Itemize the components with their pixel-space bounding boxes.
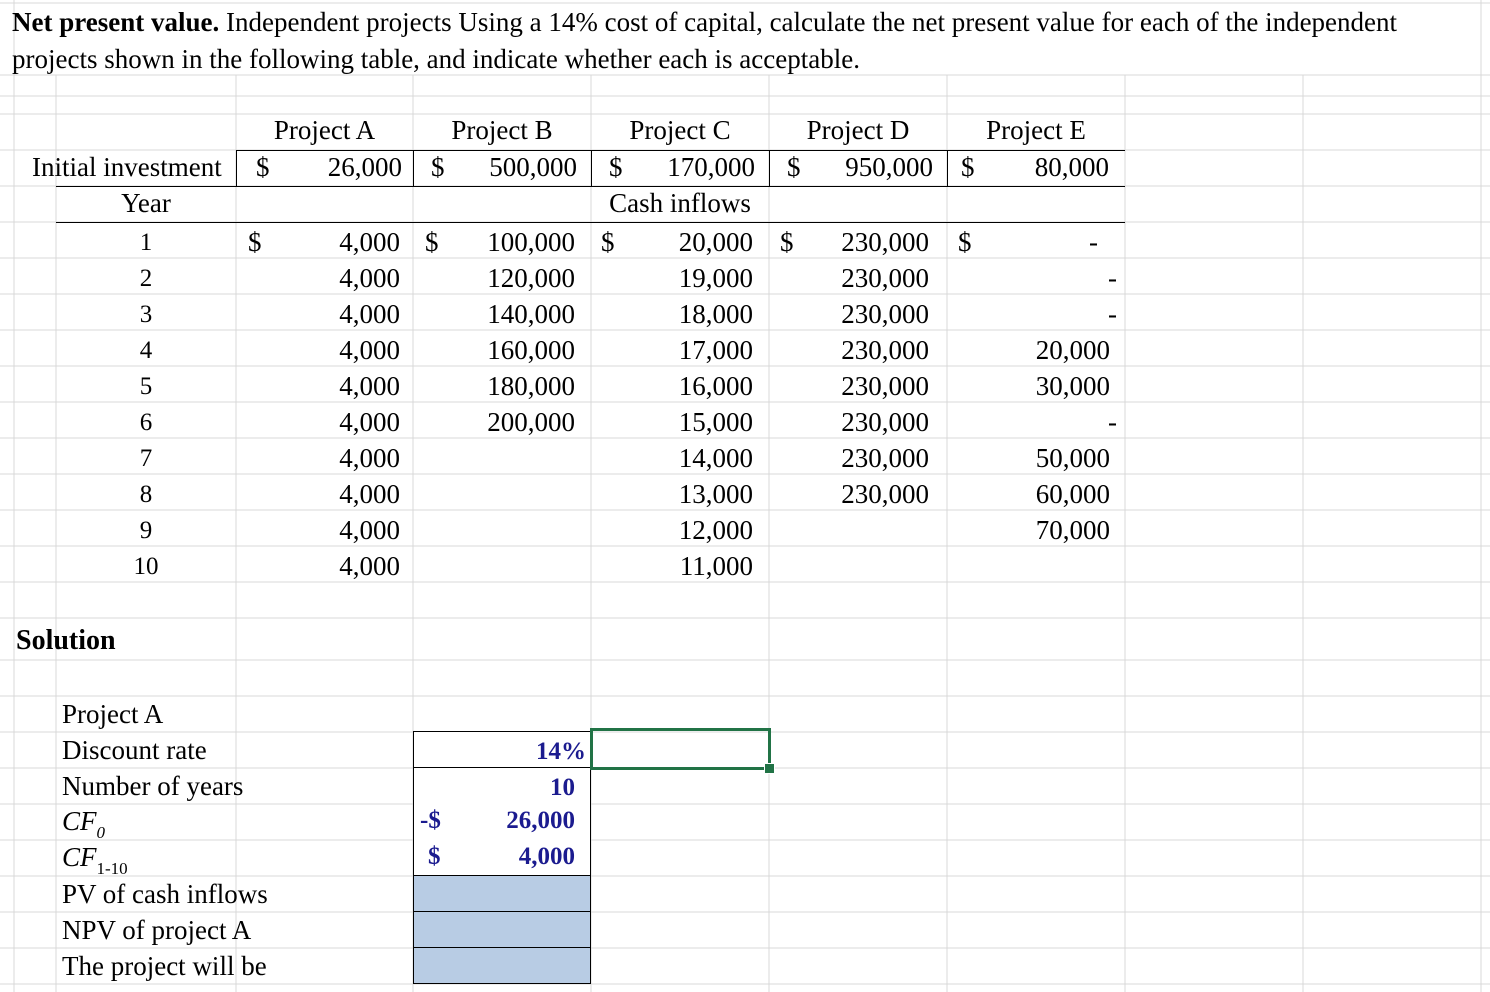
header-project-a: Project A — [273, 115, 376, 145]
discount-rate-cell[interactable] — [413, 731, 591, 768]
fill-handle[interactable] — [764, 763, 775, 774]
flow-b-cell: 180,000 — [487, 371, 575, 401]
problem-text: Independent projects Using a 14% cost of capital, calculate the net present value for each of the independent projects shown in the following table, and indicate whether each is acceptable. — [12, 7, 1398, 74]
year-cell: 7 — [139, 445, 153, 472]
npv-label: NPV of project A — [62, 915, 252, 945]
problem-title: Net present value. — [12, 7, 220, 37]
flow-a-cell: 4,000 — [339, 479, 400, 509]
flow-d-cell: 230,000 — [841, 407, 929, 437]
pv-inflows-answer-cell[interactable] — [413, 875, 591, 912]
flow-b-cell: 160,000 — [487, 335, 575, 365]
year-cell: 2 — [139, 265, 153, 292]
flow-d-cell: 230,000 — [841, 371, 929, 401]
year-label: Year — [121, 188, 171, 218]
cf1-10-value: 4,000 — [518, 843, 575, 870]
flow-c-cell: 16,000 — [678, 371, 753, 401]
cf0-prefix: -$ — [420, 807, 441, 834]
year-underline — [56, 222, 1125, 223]
flow-c-cell: 18,000 — [678, 299, 753, 329]
number-of-years-label: Number of years — [62, 771, 244, 801]
project-will-be-label: The project will be — [62, 951, 267, 981]
flow-a-cell: 4,000 — [339, 407, 400, 437]
project-decision-answer-cell[interactable] — [413, 947, 591, 984]
flow-c-cell: 15,000 — [678, 407, 753, 437]
flow-e-cell: - — [1089, 227, 1098, 257]
initial-divider-b — [413, 150, 414, 186]
flow-e-cell: - — [1108, 407, 1117, 437]
flow-c-cell: 14,000 — [678, 443, 753, 473]
initial-currency-b: $ — [431, 152, 445, 182]
initial-underline — [56, 186, 1125, 187]
solution-heading: Solution — [16, 625, 116, 656]
flow-b-cell: 120,000 — [487, 263, 575, 293]
flow-a-cell: 4,000 — [339, 371, 400, 401]
number-of-years-cell[interactable] — [413, 767, 591, 804]
flow-d-cell: 230,000 — [841, 263, 929, 293]
flow-a-cell: 4,000 — [339, 299, 400, 329]
header-underline — [236, 150, 1125, 151]
year-cell: 3 — [139, 301, 153, 328]
flow-b-cell: 140,000 — [487, 299, 575, 329]
year1-currency-d: $ — [780, 227, 794, 257]
initial-d: 950,000 — [845, 152, 933, 182]
solution-project-label: Project A — [62, 699, 164, 729]
flow-e-cell: - — [1108, 299, 1117, 329]
cf0-label: $CF_0$ — [62, 806, 106, 842]
flow-c-cell: 17,000 — [678, 335, 753, 365]
initial-divider-a — [236, 150, 237, 186]
flow-d-cell: 230,000 — [841, 479, 929, 509]
year1-currency-e: $ — [958, 227, 972, 257]
cash-inflows-label: Cash inflows — [609, 188, 751, 218]
flow-c-cell: 13,000 — [678, 479, 753, 509]
year-cell: 4 — [139, 337, 153, 364]
flow-a-cell: 4,000 — [339, 335, 400, 365]
flow-b-cell: 100,000 — [487, 227, 575, 257]
year-cell: 5 — [139, 373, 153, 400]
number-of-years-value: 10 — [550, 774, 575, 801]
discount-rate-value: 14% — [536, 738, 586, 765]
flow-a-cell: 4,000 — [339, 515, 400, 545]
flow-b-cell: 200,000 — [487, 407, 575, 437]
header-project-c: Project C — [629, 115, 731, 145]
flow-a-cell: 4,000 — [339, 443, 400, 473]
initial-a: 26,000 — [327, 152, 402, 182]
initial-b: 500,000 — [489, 152, 577, 182]
initial-e: 80,000 — [1034, 152, 1109, 182]
year-cell: 9 — [139, 517, 153, 544]
initial-investment-label: Initial investment — [32, 152, 222, 182]
flow-e-cell: - — [1108, 263, 1117, 293]
flow-e-cell: 50,000 — [1035, 443, 1110, 473]
flow-d-cell: 230,000 — [841, 443, 929, 473]
flow-c-cell: 19,000 — [678, 263, 753, 293]
discount-rate-label: Discount rate — [62, 735, 207, 765]
initial-currency-c: $ — [609, 152, 623, 182]
header-project-e: Project E — [986, 115, 1086, 145]
flow-a-cell: 4,000 — [339, 263, 400, 293]
initial-currency-e: $ — [961, 152, 975, 182]
year-cell: 6 — [139, 409, 153, 436]
initial-divider-d — [769, 150, 770, 186]
flow-a-cell: 4,000 — [339, 227, 400, 257]
initial-currency-a: $ — [256, 152, 270, 182]
problem-statement — [12, 4, 1480, 78]
active-cell-selection[interactable] — [590, 728, 771, 770]
flow-a-cell: 4,000 — [339, 551, 400, 581]
cf1-10-prefix: $ — [428, 843, 441, 870]
year-cell: 1 — [139, 229, 153, 256]
year1-currency-c: $ — [601, 227, 615, 257]
initial-currency-d: $ — [787, 152, 801, 182]
flow-d-cell: 230,000 — [841, 335, 929, 365]
pv-inflows-label: PV of cash inflows — [62, 879, 268, 909]
flow-e-cell: 60,000 — [1035, 479, 1110, 509]
flow-e-cell: 20,000 — [1035, 335, 1110, 365]
flow-d-cell: 230,000 — [841, 227, 929, 257]
cf0-cell[interactable] — [413, 803, 591, 840]
year1-currency-a: $ — [248, 227, 262, 257]
year1-currency-b: $ — [425, 227, 439, 257]
flow-e-cell: 30,000 — [1035, 371, 1110, 401]
initial-divider-e — [947, 150, 948, 186]
cf1-10-label: $CF_{1-10}$ — [62, 842, 128, 878]
header-project-d: Project D — [806, 115, 910, 145]
header-project-b: Project B — [451, 115, 553, 145]
year-cell: 10 — [133, 553, 159, 580]
flow-c-cell: 11,000 — [679, 551, 753, 581]
flow-c-cell: 12,000 — [678, 515, 753, 545]
cf0-value: 26,000 — [506, 807, 575, 834]
cf1-10-cell[interactable] — [413, 839, 591, 876]
initial-divider-c — [591, 150, 592, 186]
flow-d-cell: 230,000 — [841, 299, 929, 329]
flow-c-cell: 20,000 — [678, 227, 753, 257]
initial-c: 170,000 — [667, 152, 755, 182]
npv-answer-cell[interactable] — [413, 911, 591, 948]
flow-e-cell: 70,000 — [1035, 515, 1110, 545]
year-cell: 8 — [139, 481, 153, 508]
